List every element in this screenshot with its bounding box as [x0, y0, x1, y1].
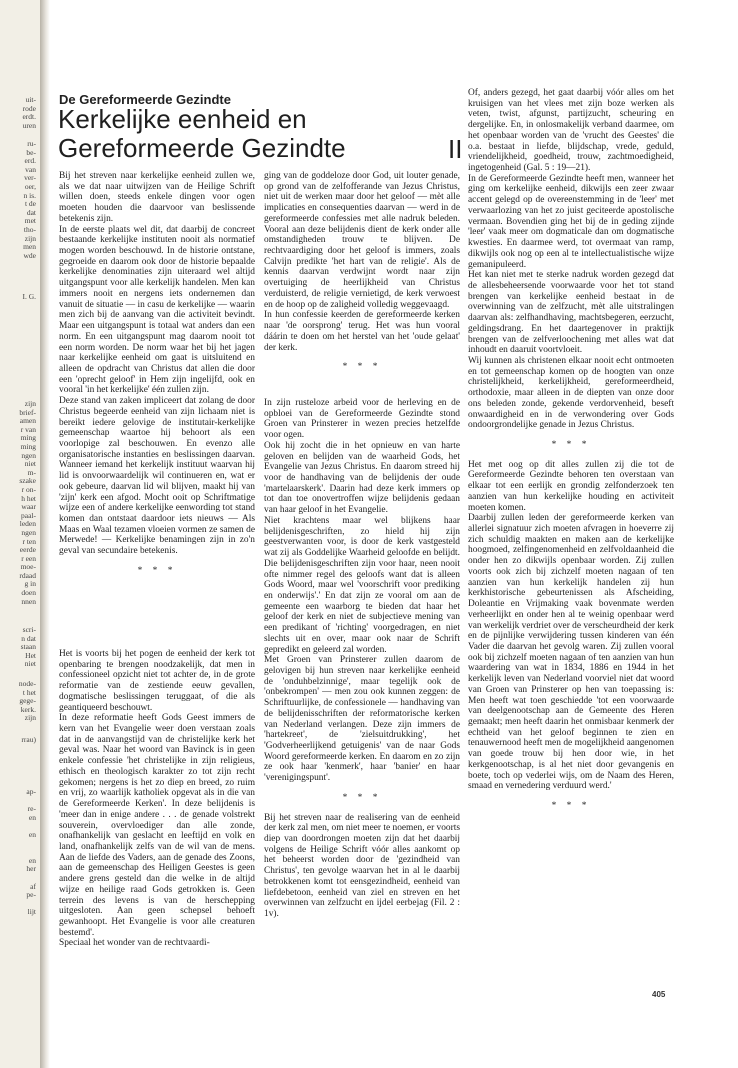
previous-page-margin [0, 0, 40, 1068]
paragraph: Deze stand van zaken impliceert dat zolang de door Christus begeerde eenheid van zijn lichaam niet is bereikt iedere gelovige de institutair-kerkelijke gemeenschap waartoe hij behoort als een voorlopige zal beschouwen. En evenzo alle organisatorische instanties en beslissingen daarvan. Wanneer iemand het kerkelijk instituut waarvan hij lid is onvoorwaardelijk wil continueren en, wat er ook gebeure, daarvan lid wil blijven, maakt hij van 'zijn' kerk een afgod. Mocht ooit op Schriftmatige wijze een of andere kerkelijke eenwording tot stand komen dan ontstaat daardoor iets nieuws — Als Maas en Waal tezamen vloeien vormen ze samen de Merwede! — Kerkelijke benamingen zijn in zo'n geval van secundaire betekenis. [59, 396, 255, 557]
column-2-top [264, 171, 460, 382]
margin-fragment: uit- rode erdt. uren [22, 95, 36, 130]
paragraph: ging van de goddeloze door God, uit louter genade, op grond van de zelfofferande van Jezus Christus, niet uit de werken maar door het geloof — mèt alle implicaties en consequenties daarvan — werd in de gereformeerde confessies met alle nadruk beleden. Vooral aan deze belijdenis dient de kerk onder alle omstandigheden trouw te blijven. De rechtvaardiging door het geloof is immers, zoals Calvijn predikte 'het hart van de religie'. Als de kennis daarvan verdwijnt wordt naar zijn overtuiging de heerlijkheid van Christus verduisterd, de religie vernietigd, de kerk verwoest en de hoop op de zaligheid volledig weggevaagd. [264, 171, 460, 310]
column-1-bottom [59, 649, 255, 949]
column-2-bottom [264, 398, 460, 920]
paragraph: In de Gereformeerde Gezindte heeft men, wanneer het ging om kerkelijke eenheid, dikwijls een zeer zwaar accent gelegd op de overeenstemming in de 'leer' met verwaarlozing van het zo juist geciteerde apostolische vermaan. Bovendien ging het bij de in geding zijnde 'leer' vaak meer om dogmaticale dan om dogmatische kwesties. En daarmee werd, tot overmaat van ramp, dikwijls ook nog op een al te intellectualistische wijze gemanipuleerd. [468, 173, 674, 270]
section-divider: * * * [342, 362, 382, 373]
title-line-1: Kerkelijke eenheid en [58, 104, 307, 134]
page-gutter [40, 0, 50, 1068]
section-divider: * * * [551, 440, 591, 450]
margin-fragment: rrau) [21, 735, 36, 744]
article-title [58, 105, 468, 163]
paragraph: Niet krachtens maar wel blijkens haar belijdenisgeschriften, zo hield hij zijn geestverwanten voor, is door de kerk vastgesteld wat zij als Goddelijke Waarheid geloofde en belijdt. Die belijdenisgeschriften zijn voor haar, neen nooit ofte nimmer regel des geloofs want dat is alleen Gods Woord, maar wel 'voorschrift voor prediking en onderwijs'.' En dat zijn ze vooral om aan de gemeente een waarborg te bieden dat haar het geloof der kerk en niet de subjectieve mening van een predikant of 'richting' voorgedragen, en niet slechts uit en over, maar ook naar de Schrift gepredikt en geleerd zal worden. [264, 515, 460, 655]
paragraph: In deze reformatie heeft Gods Geest immers de kern van het Evangelie weer doen verstaan zoals dat in de aanvangstijd van de christelijke kerk het geval was. Naar het woord van Bavinck is in geen enkele confessie 'het christelijke in zijn religieus, ethisch en theologisch karakter zo tot zijn recht gekomen; nergens is het zo diep en breed, zo ruim en vrij, zo waarlijk katholiek opgevat als in die van de Gereformeerde Kerken'. In deze belijdenis is 'meer dan in enige andere . . . de genade volstrekt souverein, overvloediger dan alle zonde, onafhankelijk van geslacht en leeftijd en volk en land, onafhankelijk zelfs van de wil van de mens. Aan de liefde des Vaders, aan de genade des Zoons, aan de gemeenschap des Heiligen Geestes is geen andere grens gesteld dan die welke in de altijd wijze en heilige raad Gods getrokken is. Geen terrein des levens is van de herschepping uitgesloten. Aan geen schepsel behoeft gewanhoopt. Het Evangelie is voor alle creaturen bestemd'. [59, 713, 255, 938]
margin-fragment: node- t het gege- kerk. zijn [18, 679, 36, 723]
section-divider: * * * [551, 801, 591, 811]
paragraph: Het met oog op dit alles zullen zij die tot de Gereformeerde Gezindte behoren ten overstaan van elkaar tot een eerlijk en grondig zelfonderzoek ten aanzien van hun kerkelijke houding en activiteit moeten komen. [468, 459, 674, 513]
section-kicker: De Gereformeerde Gezindte [59, 92, 231, 107]
part-numeral: II [448, 134, 463, 164]
title-line-2: Gereformeerde Gezindte [58, 133, 346, 163]
paragraph: Ook hij zocht die in het opnieuw en van harte geloven en belijden van de waarheid Gods, het Evangelie van Jezus Christus. En daarom streed hij voor de handhaving van de belijdenis der oude 'martelaarskerk'. Daarin had deze kerk immers op tot dan toe onovertroffen wijze belijdenis gedaan van haar geloof in het Evangelie. [264, 440, 460, 516]
paragraph: Met Groen van Prinsterer zullen daarom de gelovigen bij hun streven naar kerkelijke eenheid de 'onduhbelzinnige', maar tegelijk ook de 'onbekrompen' — men zou ook kunnen zeggen: de Schriftuurlijke, de confessionele — handhaving van de belijdenisschriften der reformatorische kerken van Nederland verlangen. Deze zijn immers de 'hartekreet', de 'zielsuitdrukking', het 'Godverheerlijkend getuigenis' van de naar Gods Woord gereformeerde kerken. En daarom en zo zijn ze ook haar 'kenmerk', haar 'banier' en haar 'verenigingspunt'. [264, 655, 460, 784]
margin-fragment: zijn brief- amen r van ming ming ngen niet m- szake r on- h het waar paal- leden ngen r ten eerde r een moe- rdaad g in doen nnen [19, 399, 36, 606]
column-3 [468, 88, 674, 821]
paragraph: Het is voorts bij het pogen de eenheid der kerk tot openbaring te brengen noodzakelijk, dat men in confessioneel opzicht niet tot achter de, in de grote reformatie van de zestiende eeuw gevallen, dogmatische beslissingen teruggaat, of die als geantiqueerd beschouwt. [59, 649, 255, 713]
margin-fragment: ap- re- en en en her af pe- lijt [26, 787, 36, 917]
section-divider: * * * [342, 792, 382, 803]
paragraph: Het kan niet met te sterke nadruk worden gezegd dat de allesbeheersende voorwaarde voor het tot stand brengen van kerkelijke eenheid bestaat in de overwinning van de zelfzucht, mèt alle uitstralingen daarvan als: zelfhandhaving, machtsbegeren, eerzucht, geldingsdrang. En het daartegenover in praktijk brengen van de zelfverloochening met alles wat dat inhoudt en daaruit voortvloeit. [468, 270, 674, 356]
paragraph: Speciaal het wonder van de rechtvaardi- [59, 938, 210, 949]
paragraph: Of, anders gezegd, het gaat daarbij vóór alles om het kruisigen van het vlees met zijn boze werken als veten, twist, afgunst, partijzucht, scheuring en dergelijke. En, in onlosmakelijk verband daarmee, om het openbaar worden van de 'vrucht des Geestes' die o.a. bestaat in liefde, blijdschap, vrede, geduld, vriendelijkheid, goedheid, trouw, zachtmoedigheid, ingetogenheid (Gal. 5 : 19—21). [468, 88, 674, 174]
page-number: 405 [652, 990, 666, 999]
margin-fragment: ru- be- erd. van ver- oer, n is. t de dat met tho- zijn men wde [23, 139, 36, 260]
paragraph: In hun confessie keerden de gereformeerde kerken naar 'de oorsprong' terug. Het was hun vooral dáárin te doen om het herstel van het 'oude gelaat' der kerk. [264, 310, 460, 353]
column-1-top [59, 171, 255, 586]
margin-fragment: I. G. [22, 292, 36, 301]
margin-fragment: scri- n dat staan Het niet [20, 625, 36, 669]
paragraph: Daarbij zullen leden der gereformeerde kerken van allerlei signatuur zich moeten afvragen in hoeverre zij zich schuldig maakten en maken aan de kerkelijke hoogmoed, zelfingenomenheid en zelfvoldaanheid die onder hen zo dikwijls openbaar worden. Zij zullen voorts ook zich bij zichzelf moeten nagaan of ten aanzien van hun kerkelijk handelen zij hun kerkhistorische gebeurtenissen als Afscheiding, Doleantie en Vrijmaking vaak bovenmate werden verheerlijkt en onder hen al te weinig openbaar werd van werkelijk verdriet over de verscheurdheid der kerk en de pijnlijke verwijdering tussen kinderen van één Vader die daarvan het gevolg waren. Zij zullen vooral ook bij zichzelf moeten nagaan of ten aanzien van hun waardering van wat in 1834, 1886 en 1944 in het kerkelijk leven van Nederland voorviel niet dat woord van Groen van Prinsterer op hen van toepassing is: Men heeft wat toen geschiedde 'tot een voorwaarde van deelgenootschap aan de Gemeente des Heren gemaakt; men heeft daarin het onmisbaar kenmerk der echtheid van het geloof beginnen te zien en tenauwernood heeft men de mogelijkheid aangenomen van goede trouw bij hen door wie, in het kerkgenootschap, is al het niet door gevangenis en boete, toch op vederlei wijs, om de Naam des Heren, smaad en vernedering verduurd werd.' [468, 513, 674, 792]
paragraph: Bij het streven naar de realisering van de eenheid der kerk zal men, om niet meer te noemen, er voorts diep van doordrongen moeten zijn dat het daarbij volgens de Heilige Schrift vóór alles aankomt op het beheerst worden door de 'gezindheid van Christus', ten gevolge waarvan het in al le daarbij betrokkenen komt tot eensgezindheid, eenheid van liefdebetoon, eenheid van ziel en streven en het overwinnen van zelfzucht en ijdel eerbejag (Fil. 2 : 1v). [264, 812, 460, 920]
paragraph: In de eerste plaats wel dit, dat daarbij de concreet bestaande kerkelijke instituten nooit als normatief mogen worden beschouwd. In de historie ontstane, gegroeide en daarom ook door de historie bepaalde kerkelijke denominaties zijn uiteraard wel altijd uitgangspunt voor alle kerkelijk handelen. Men kan immers nooit en nergens iets ondernemen dan vanuit de situatie — in casu de kerkelijke — waarin men zich bij de aanvang van die activiteit bevindt. Maar een uitgangspunt is totaal wat anders dan een norm. En een uitgangspunt mag daarom nooit tot een norm worden. De norm waar het bij het jagen naar kerkelijke eenheid om gaat is uitsluitend en alleen de opdracht van Christus dat allen die door een 'oprecht geloof' in Hem zijn ingelijfd, ook en vooral 'in het kerkelijke' één zullen zijn. [59, 224, 255, 396]
paragraph: Bij het streven naar kerkelijke eenheid zullen we, als we dat naar uitwijzen van de Heilige Schrift willen doen, steeds enkele dingen voor ogen moeten houden die daarvoor van beslissende betekenis zijn. [59, 171, 255, 224]
paragraph: Wij kunnen als christenen elkaar nooit echt ontmoeten en tot gemeenschap komen op de hoogten van onze christelijkheid, kerkelijkheid, gereformeerdheid, orthodoxie, maar alleen in de diepten van onze door ons beleden zonde, gekende verdorvenheid, beseft onwaardigheid en in de verwondering over Gods ondoorgrondelijke genade in Jezus Christus. [468, 355, 674, 431]
section-divider: * * * [137, 565, 177, 576]
paragraph: In zijn rusteloze arbeid voor de herleving en de opbloei van de Gereformeerde Gezindte stond Groen van Prinsterer in wezen precies hetzelfde voor ogen. [264, 398, 460, 441]
